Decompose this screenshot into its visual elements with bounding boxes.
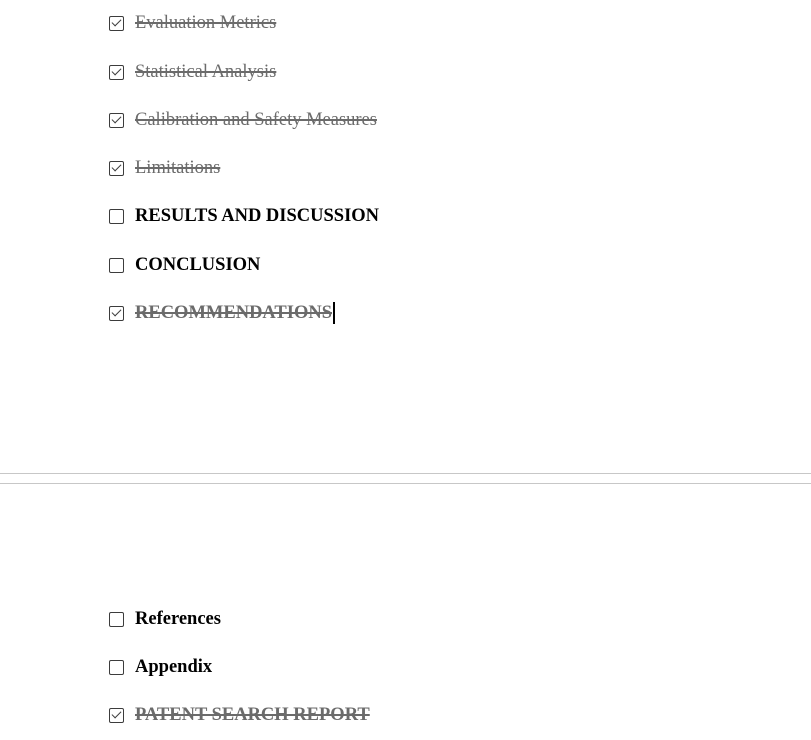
checkbox-empty-icon[interactable] — [109, 209, 124, 224]
checkbox-empty-icon[interactable] — [109, 258, 124, 273]
checkbox-checked-icon[interactable] — [109, 113, 124, 128]
checklist-item-appendix[interactable] — [109, 656, 212, 678]
text-cursor — [333, 302, 335, 324]
checklist-item-statistical-analysis[interactable] — [109, 61, 276, 83]
checklist-item-label[interactable]: Statistical Analysis — [135, 62, 277, 82]
checklist-item-conclusion[interactable] — [109, 254, 260, 276]
checklist-item-evaluation-metrics[interactable] — [109, 12, 276, 34]
checklist-item-label[interactable]: References — [135, 609, 221, 629]
checklist-item-label[interactable]: Calibration and Safety Measures — [135, 110, 377, 130]
checklist-item-label[interactable]: RESULTS AND DISCUSSION — [135, 206, 380, 226]
checklist-item-calibration-safety[interactable] — [109, 109, 377, 131]
checklist-item-label[interactable]: Limitations — [135, 158, 221, 178]
checkbox-checked-icon[interactable] — [109, 708, 124, 723]
checkbox-checked-icon[interactable] — [109, 306, 124, 321]
checklist-item-recommendations[interactable] — [109, 302, 335, 324]
checklist-item-limitations[interactable] — [109, 157, 220, 179]
document-page-bottom — [0, 484, 811, 740]
checklist-item-label[interactable]: RECOMMENDATIONS — [135, 303, 332, 323]
checklist-item-label[interactable]: PATENT SEARCH REPORT — [135, 705, 370, 725]
checkbox-checked-icon[interactable] — [109, 65, 124, 80]
checkbox-checked-icon[interactable] — [109, 16, 124, 31]
checkbox-empty-icon[interactable] — [109, 660, 124, 675]
checklist-item-references[interactable] — [109, 608, 221, 630]
checklist-item-results-discussion[interactable] — [109, 205, 379, 227]
checklist-item-label[interactable]: CONCLUSION — [135, 255, 261, 275]
checklist-item-patent-search-report[interactable] — [109, 704, 370, 726]
checkbox-empty-icon[interactable] — [109, 612, 124, 627]
page-break-separator — [0, 473, 811, 484]
checklist-item-label[interactable]: Appendix — [135, 657, 213, 677]
checklist-item-label[interactable]: Evaluation Metrics — [135, 13, 277, 33]
checkbox-checked-icon[interactable] — [109, 161, 124, 176]
